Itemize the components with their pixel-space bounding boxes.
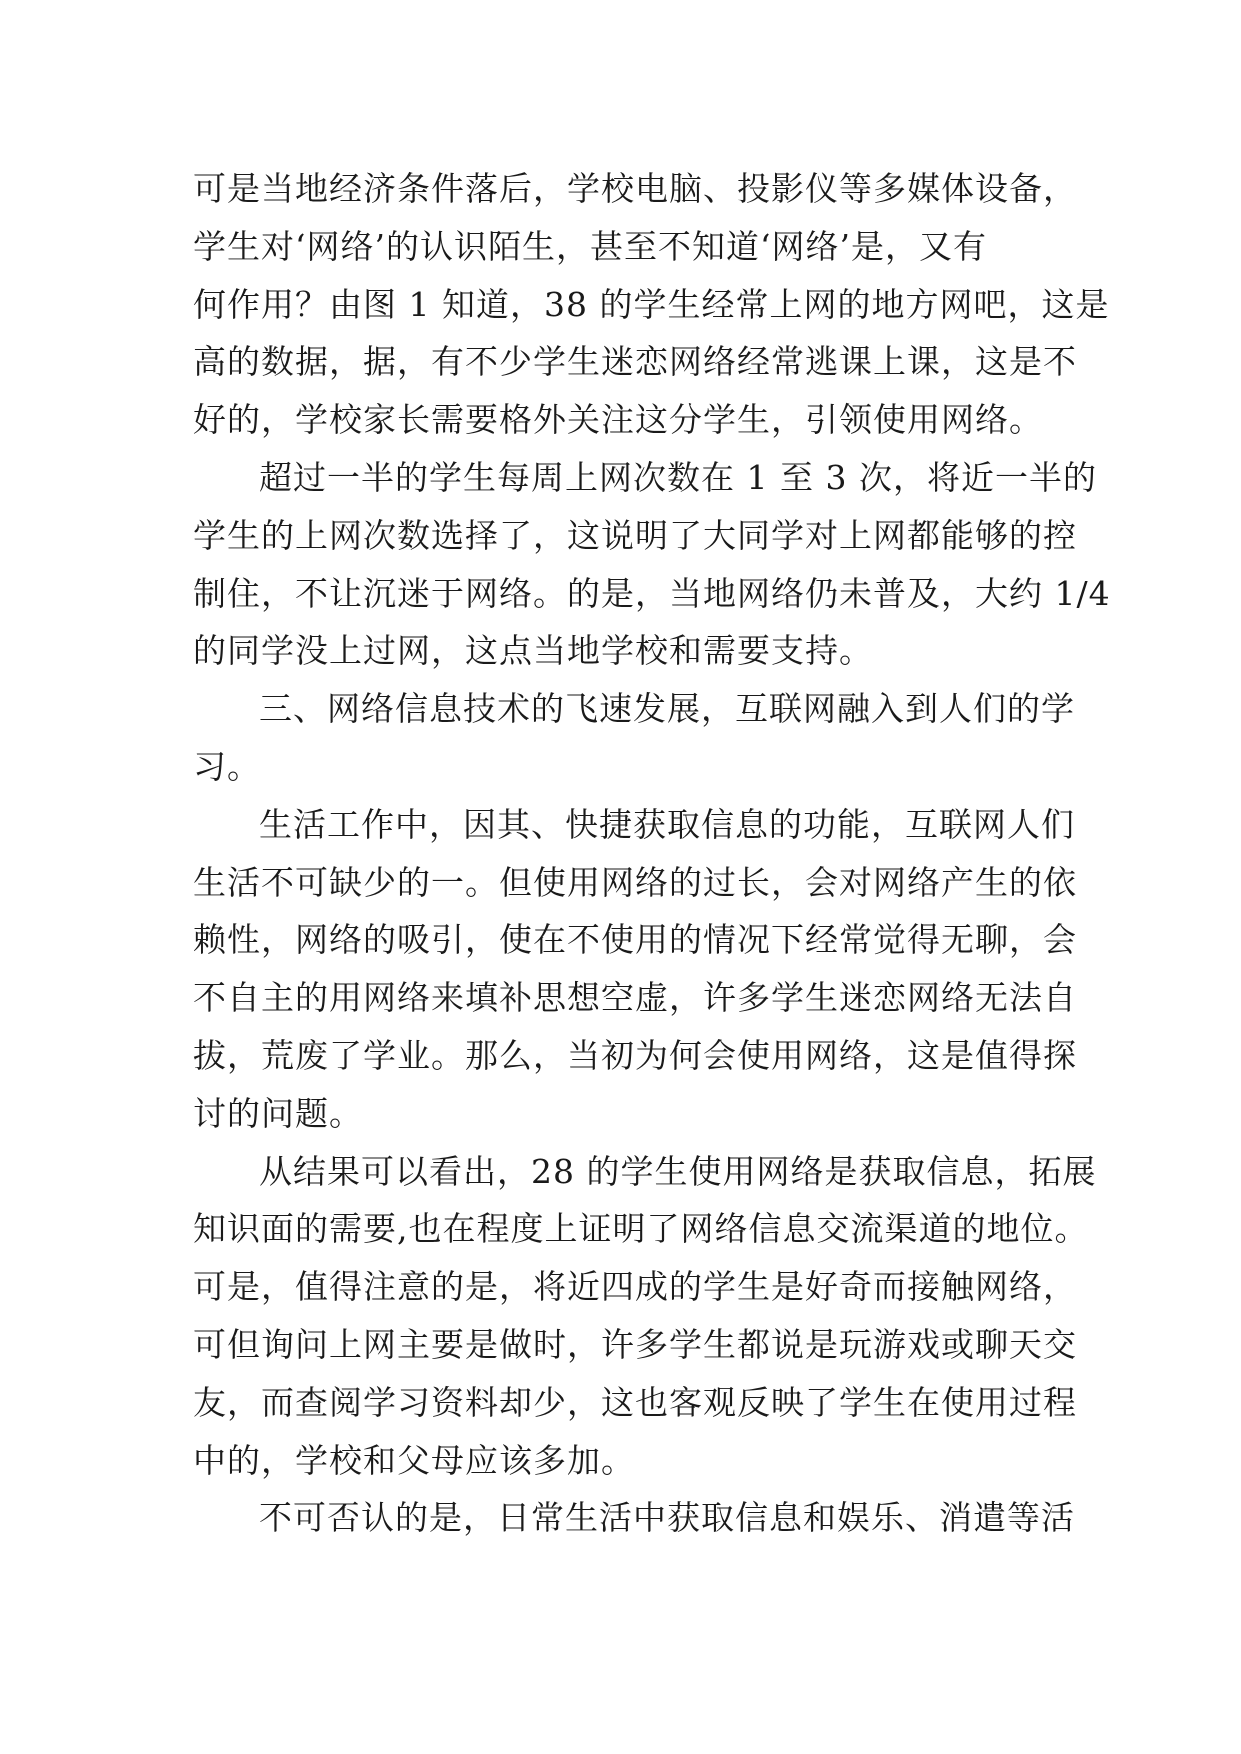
- text-line: 中的，学校和父母应该多加。: [193, 1440, 635, 1480]
- text-line: 制住，不让沉迷于网络。的是，当地网络仍未普及，大约 1/4: [193, 573, 1111, 613]
- body-text: [193, 160, 1111, 1547]
- text-line: 拔，荒废了学业。那么，当初为何会使用网络，这是值得探: [193, 1035, 1077, 1075]
- text-line: 习。: [193, 746, 261, 786]
- paragraph-start-line: 超过一半的学生每周上网次数在 1 至 3 次，将近一半的: [259, 457, 1097, 497]
- text-line: 友，而查阅学习资料却少，这也客观反映了学生在使用过程: [193, 1382, 1077, 1422]
- text-line: 学生对‘网络’的认识陌生，甚至不知道‘网络’是，又有: [193, 226, 987, 266]
- text-line: 高的数据，据，有不少学生迷恋网络经常逃课上课，这是不: [193, 342, 1077, 382]
- text-line: 可但询问上网主要是做时，许多学生都说是玩游戏或聊天交: [193, 1324, 1077, 1364]
- text-line: 知识面的需要,也在程度上证明了网络信息交流渠道的地位。: [193, 1209, 1089, 1249]
- text-line: 可是，值得注意的是，将近四成的学生是好奇而接触网络，: [193, 1267, 1077, 1307]
- text-line: 讨的问题。: [193, 1093, 363, 1133]
- section-heading-line: 三、网络信息技术的飞速发展，互联网融入到人们的学: [259, 689, 1075, 729]
- text-line: 学生的上网次数选择了，这说明了大同学对上网都能够的控: [193, 515, 1077, 555]
- text-line: 赖性，网络的吸引，使在不使用的情况下经常觉得无聊，会: [193, 920, 1077, 960]
- text-line: 好的，学校家长需要格外关注这分学生，引领使用网络。: [193, 400, 1043, 440]
- paragraph-start-line: 不可否认的是，日常生活中获取信息和娱乐、消遣等活: [259, 1498, 1075, 1538]
- text-line: 的同学没上过网，这点当地学校和需要支持。: [193, 631, 873, 671]
- text-line: 何作用？由图 1 知道，38 的学生经常上网的地方网吧，这是: [193, 284, 1110, 324]
- paragraph-start-line: 从结果可以看出，28 的学生使用网络是获取信息，拓展: [259, 1151, 1097, 1191]
- text-line: 不自主的用网络来填补思想空虚，许多学生迷恋网络无法自: [193, 978, 1077, 1018]
- paragraph-start-line: 生活工作中，因其、快捷获取信息的功能，互联网人们: [259, 804, 1075, 844]
- text-line: 可是当地经济条件落后，学校电脑、投影仪等多媒体设备，: [193, 169, 1077, 208]
- text-line: 生活不可缺少的一。但使用网络的过长，会对网络产生的依: [193, 862, 1077, 902]
